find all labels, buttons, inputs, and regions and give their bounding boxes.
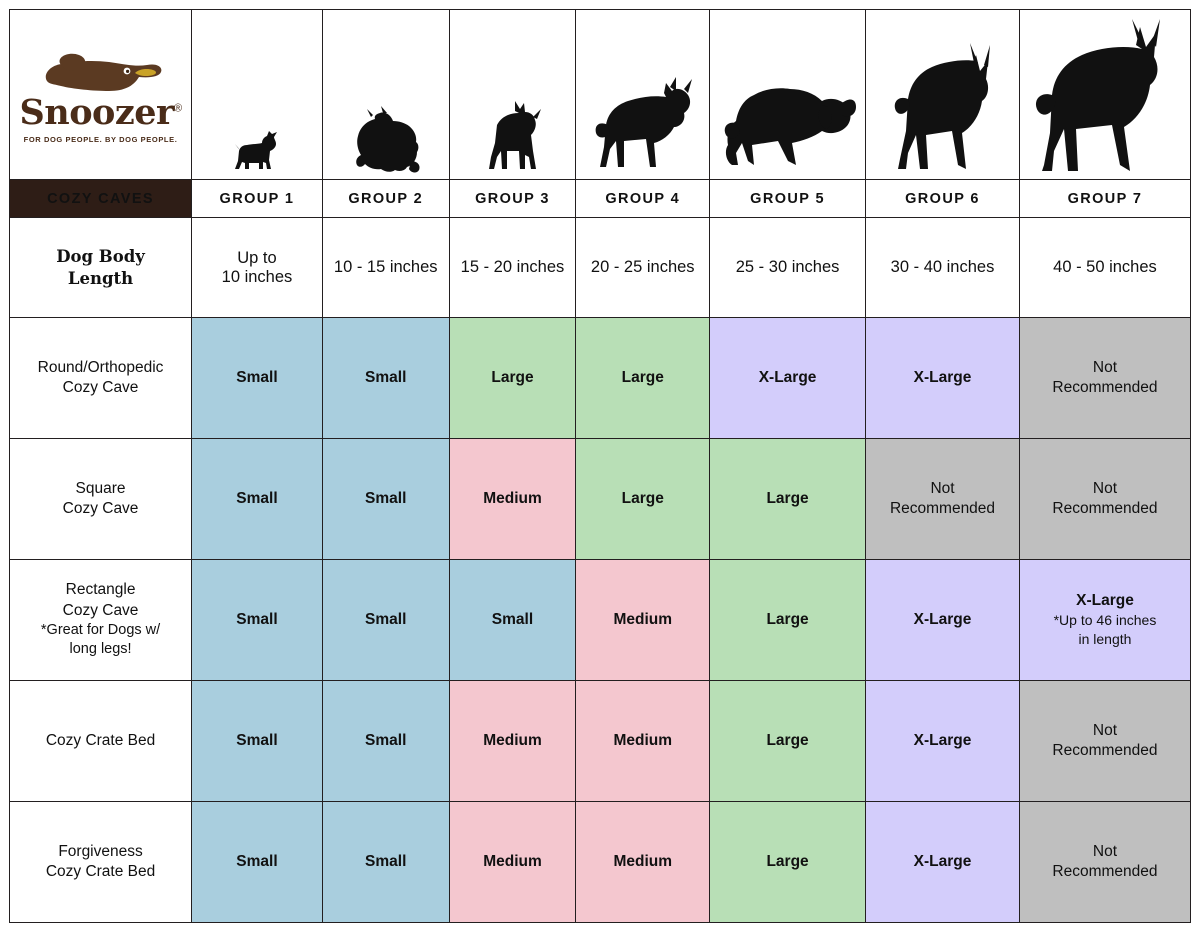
- row-label-line: Dog Body: [56, 247, 145, 267]
- cell-line: Not: [1092, 479, 1118, 497]
- group-header-5: GROUP 5: [710, 180, 866, 218]
- cell-round-group-7: [1019, 318, 1190, 439]
- terrier-silhouette: [475, 95, 549, 175]
- cell-length-group-3: 15 - 20 inches: [449, 218, 576, 318]
- cell-cozy-crate-group-7: [1019, 681, 1190, 802]
- cell-square-group-3: Medium: [449, 439, 576, 560]
- cell-line: Recommended: [1052, 379, 1158, 396]
- cell-rectangle-group-2: Small: [322, 560, 449, 681]
- cell-rectangle-group-1: Small: [192, 560, 323, 681]
- cell-round-group-5: X-Large: [710, 318, 866, 439]
- logo-tagline: FOR DOG PEOPLE. BY DOG PEOPLE.: [23, 135, 178, 144]
- row-label-dog-body-length: [10, 218, 192, 318]
- golden-retriever-silhouette: [718, 65, 858, 175]
- table-row-dog-body-length: [10, 218, 1191, 318]
- cell-round-group-2: Small: [322, 318, 449, 439]
- cell-forgiveness-group-2: Small: [322, 802, 449, 923]
- cell-cozy-crate-group-2: Small: [322, 681, 449, 802]
- group-header-7: GROUP 7: [1019, 180, 1190, 218]
- group-header-row: [10, 180, 1191, 218]
- cell-round-group-6: X-Large: [866, 318, 1020, 439]
- cell-length-group-1: [192, 218, 323, 318]
- brand-logo-cell: [10, 10, 192, 180]
- row-label-note-line: long legs!: [69, 641, 132, 658]
- cell-forgiveness-group-4: Medium: [576, 802, 710, 923]
- cell-line: Not: [930, 479, 955, 497]
- cell-rectangle-group-4: Medium: [576, 560, 710, 681]
- row-label-line: Cozy Crate Bed: [45, 863, 156, 880]
- table-row-round-orthopedic-cozy-cave: [10, 318, 1191, 439]
- cell-square-group-7: [1019, 439, 1190, 560]
- cell-round-group-1: Small: [192, 318, 323, 439]
- cell-forgiveness-group-3: Medium: [449, 802, 576, 923]
- logo-wordmark: Snoozer®: [19, 92, 182, 133]
- cell-length-group-6: 30 - 40 inches: [866, 218, 1020, 318]
- row-label-square-cozy-cave: [10, 439, 192, 560]
- cell-round-group-3: Large: [449, 318, 576, 439]
- group-5-silhouette-cell: [710, 10, 866, 180]
- table-row-square-cozy-cave: [10, 439, 1191, 560]
- table-row-rectangle-cozy-cave: [10, 560, 1191, 681]
- row-label-line: Cozy Cave: [62, 601, 139, 619]
- cell-line: Not: [1092, 721, 1118, 739]
- cell-subnote-line: in length: [1078, 631, 1132, 647]
- row-label-line: Round/Orthopedic: [37, 358, 164, 376]
- row-label-forgiveness-cozy-crate-bed: [10, 802, 192, 923]
- cell-rectangle-group-7: [1019, 560, 1190, 681]
- row-label-line: Cozy Crate Bed: [45, 731, 156, 749]
- cell-line: Not: [1092, 358, 1118, 376]
- dog-bed-sizing-table: [9, 9, 1191, 923]
- cell-value: X-Large: [1076, 591, 1134, 609]
- cell-forgiveness-group-1: Small: [192, 802, 323, 923]
- cell-line: Recommended: [1052, 742, 1158, 759]
- group-header-6: GROUP 6: [866, 180, 1020, 218]
- group-2-silhouette-cell: [322, 10, 449, 180]
- cell-cozy-crate-group-6: X-Large: [866, 681, 1020, 802]
- cell-line: 10 inches: [221, 267, 293, 286]
- cell-line: Recommended: [1052, 863, 1158, 880]
- cell-length-group-5: 25 - 30 inches: [710, 218, 866, 318]
- group-header-2: GROUP 2: [322, 180, 449, 218]
- cell-rectangle-group-3: Small: [449, 560, 576, 681]
- doberman-silhouette: [884, 35, 1002, 175]
- cell-square-group-5: Large: [710, 439, 866, 560]
- cell-length-group-2: 10 - 15 inches: [322, 218, 449, 318]
- row-label-line: Cozy Cave: [62, 379, 139, 396]
- cell-square-group-1: Small: [192, 439, 323, 560]
- row-label-rectangle-cozy-cave: [10, 560, 192, 681]
- snoozer-dog-logo-icon: [35, 51, 167, 97]
- cell-length-group-7: 40 - 50 inches: [1019, 218, 1190, 318]
- row-label-line: Cozy Cave: [62, 500, 139, 517]
- pomeranian-silhouette: [347, 105, 425, 175]
- group-header-1: GROUP 1: [192, 180, 323, 218]
- cell-rectangle-group-5: Large: [710, 560, 866, 681]
- row-label-round-orthopedic-cozy-cave: [10, 318, 192, 439]
- group-header-3: GROUP 3: [449, 180, 576, 218]
- chart-title-cell: COZY CAVES: [10, 180, 192, 218]
- great-dane-silhouette: [1030, 17, 1180, 175]
- row-label-line: Rectangle: [65, 581, 136, 599]
- group-1-silhouette-cell: [192, 10, 323, 180]
- group-header-4: GROUP 4: [576, 180, 710, 218]
- cell-forgiveness-group-6: X-Large: [866, 802, 1020, 923]
- table-row-forgiveness-cozy-crate-bed: [10, 802, 1191, 923]
- shiba-inu-silhouette: [588, 75, 698, 175]
- cell-length-group-4: 20 - 25 inches: [576, 218, 710, 318]
- cell-rectangle-group-6: X-Large: [866, 560, 1020, 681]
- row-label-line: Square: [75, 479, 126, 497]
- cell-square-group-2: Small: [322, 439, 449, 560]
- cell-cozy-crate-group-3: Medium: [449, 681, 576, 802]
- row-label-line: Forgiveness: [58, 842, 143, 860]
- cell-square-group-4: Large: [576, 439, 710, 560]
- cell-cozy-crate-group-5: Large: [710, 681, 866, 802]
- cell-line: Up to: [237, 248, 277, 267]
- chihuahua-silhouette: [229, 123, 285, 175]
- silhouette-row: [10, 10, 1191, 180]
- table-row-cozy-crate-bed: [10, 681, 1191, 802]
- cell-cozy-crate-group-4: Medium: [576, 681, 710, 802]
- cell-subnote-line: *Up to 46 inches: [1053, 611, 1157, 628]
- cell-round-group-4: Large: [576, 318, 710, 439]
- row-label-line: Length: [67, 268, 134, 288]
- cell-line: Recommended: [1052, 500, 1158, 517]
- cell-square-group-6: [866, 439, 1020, 560]
- cell-line: Recommended: [889, 500, 996, 517]
- group-4-silhouette-cell: [576, 10, 710, 180]
- row-label-note-line: *Great for Dogs w/: [40, 622, 161, 639]
- group-6-silhouette-cell: [866, 10, 1020, 180]
- cell-forgiveness-group-7: [1019, 802, 1190, 923]
- cell-forgiveness-group-5: Large: [710, 802, 866, 923]
- group-7-silhouette-cell: [1019, 10, 1190, 180]
- group-3-silhouette-cell: [449, 10, 576, 180]
- row-label-cozy-crate-bed: [10, 681, 192, 802]
- cell-cozy-crate-group-1: Small: [192, 681, 323, 802]
- cell-line: Not: [1092, 842, 1118, 860]
